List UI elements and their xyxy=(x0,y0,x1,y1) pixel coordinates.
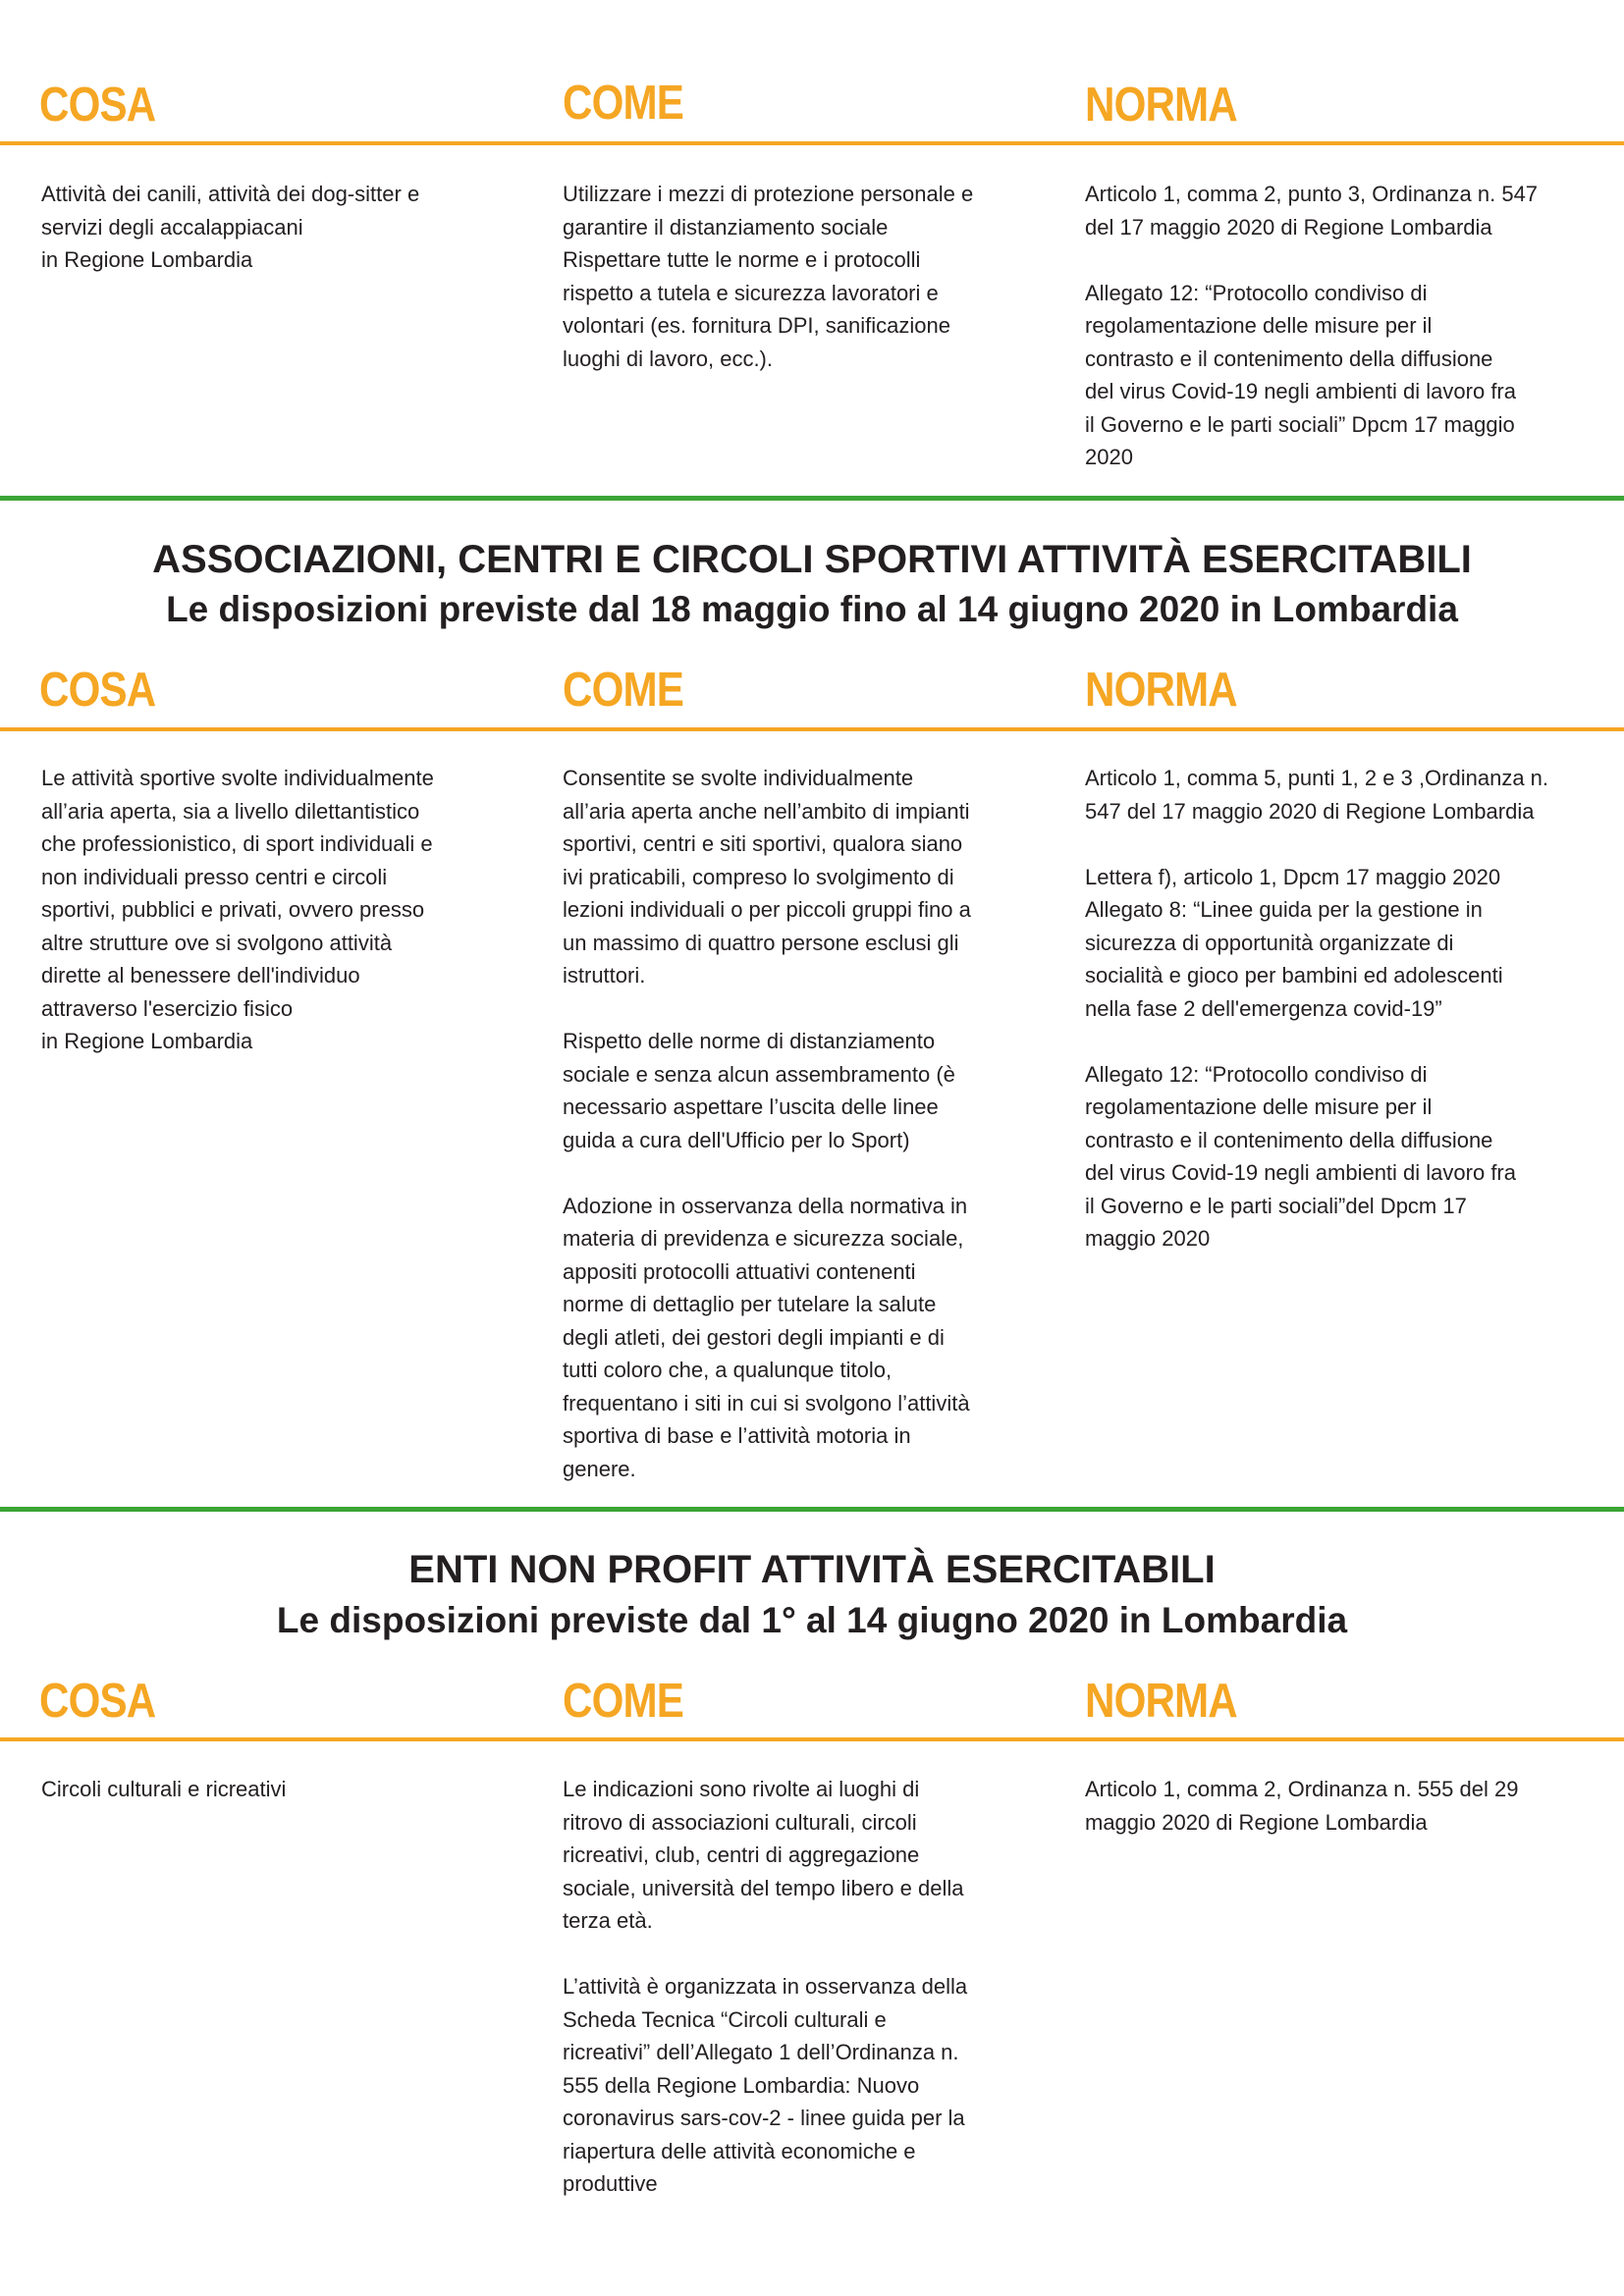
cosa-column xyxy=(41,762,532,1058)
column-header-cosa: COSA xyxy=(39,664,156,717)
column-header-cosa: COSA xyxy=(39,1675,156,1728)
come-text: Rispetto delle norme di distanziamento sociale e senza alcun assembramento (è necessario aspettare l’uscita delle linee guida a cura dell'Ufficio per lo Sport) xyxy=(563,1029,955,1152)
norma-text: Lettera f), articolo 1, Dpcm 17 maggio 2020 Allegato 8: “Linee guida per la gestione in sicurezza di opportunità organizzate di socialità e gioco per bambini ed adolescenti nella fase 2 dell'emergenza covid-19” xyxy=(1085,864,1503,1021)
section-subtitle: Le disposizioni previste dal 18 maggio fino al 14 giugno 2020 in Lombardia xyxy=(166,589,1458,629)
column-header-norma: NORMA xyxy=(1085,79,1237,132)
column-header-come: COME xyxy=(563,77,683,130)
norma-text: Articolo 1, comma 5, punti 1, 2 e 3 ,Ordinanza n. 547 del 17 maggio 2020 di Regione Lombardia xyxy=(1085,766,1549,824)
section-title: ASSOCIAZIONI, CENTRI E CIRCOLI SPORTIVI ATTIVITÀ ESERCITABILI xyxy=(152,538,1472,581)
come-text: L’attività è organizzata in osservanza della Scheda Tecnica “Circoli culturali e ricreativi” dell’Allegato 1 dell’Ordinanza n. 555 della Regione Lombardia: Nuovo coronavirus sars-cov-2 - linee guida per la riapertura delle attività economiche e produttive xyxy=(563,1974,968,2196)
norma-column xyxy=(1085,1773,1596,1839)
section-divider xyxy=(0,1507,1624,1512)
norma-text: Allegato 12: “Protocollo condiviso di regolamentazione delle misure per il contrasto e il contenimento della diffusione del virus Covid-19 negli ambienti di lavoro fra il Governo e le parti sociali” Dpcm 17 maggio 2020 xyxy=(1085,280,1516,469)
come-text: Consentite se svolte individualmente all’aria aperta anche nell’ambito di impianti sportivi, centri e siti sportivi, qualora siano ivi praticabili, compreso lo svolgimento di lezioni individuali o per piccoli gruppi fino a un massimo di quattro persone esclusi gli istruttori. xyxy=(563,766,971,988)
cosa-text: Circoli culturali e ricreativi xyxy=(41,1777,287,1801)
column-header-come: COME xyxy=(563,664,683,717)
column-header-come: COME xyxy=(563,1675,683,1728)
header-divider xyxy=(0,1737,1624,1741)
norma-text: Allegato 12: “Protocollo condiviso di regolamentazione delle misure per il contrasto e il contenimento della diffusione del virus Covid-19 negli ambienti di lavoro fra il Governo e le parti sociali”del Dpcm 17 maggio 2020 xyxy=(1085,1061,1516,1251)
cosa-column xyxy=(41,1773,532,1806)
column-header-norma: NORMA xyxy=(1085,664,1237,717)
section-title: ENTI NON PROFIT ATTIVITÀ ESERCITABILI xyxy=(408,1548,1216,1591)
column-header-cosa: COSA xyxy=(39,79,156,132)
header-divider xyxy=(0,727,1624,731)
cosa-text: Le attività sportive svolte individualmente all’aria aperta, sia a livello dilettantistico che professionistico, di sport individuali e non individuali presso centri e circoli sportivi, pubblici e privati, ovvero presso altre strutture ove si svolgono attività dirette al benessere dell'individuo attraverso l'esercizio fisico in Regione Lombardia xyxy=(41,766,434,1053)
column-header-norma: NORMA xyxy=(1085,1675,1237,1728)
section-divider xyxy=(0,496,1624,501)
come-column xyxy=(563,178,1054,375)
norma-column xyxy=(1085,762,1596,1255)
norma-column xyxy=(1085,178,1596,474)
come-column xyxy=(563,762,1054,1485)
norma-text: Articolo 1, comma 2, Ordinanza n. 555 del 29 maggio 2020 di Regione Lombardia xyxy=(1085,1777,1519,1835)
header-divider xyxy=(0,141,1624,145)
section-subtitle: Le disposizioni previste dal 1° al 14 giugno 2020 in Lombardia xyxy=(276,1600,1348,1640)
come-column xyxy=(563,1773,1054,2201)
cosa-text: Attività dei canili, attività dei dog-sitter e servizi degli accalappiacani in Regione Lombardia xyxy=(41,182,420,272)
come-text: Utilizzare i mezzi di protezione personale e garantire il distanziamento sociale Rispettare tutte le norme e i protocolli rispetto a tutela e sicurezza lavoratori e volontari (es. fornitura DPI, sanificazione luoghi di lavoro, ecc.). xyxy=(563,182,974,371)
come-text: Adozione in osservanza della normativa in materia di previdenza e sicurezza sociale, appositi protocolli attuativi contenenti norme di dettaglio per tutelare la salute degli atleti, dei gestori degli impianti e di tutti coloro che, a qualunque titolo, frequentano i siti in cui si svolgono l’attività sportiva di base e l’attività motoria in genere. xyxy=(563,1193,970,1481)
cosa-column xyxy=(41,178,532,277)
norma-text: Articolo 1, comma 2, punto 3, Ordinanza n. 547 del 17 maggio 2020 di Regione Lombardia xyxy=(1085,182,1539,240)
come-text: Le indicazioni sono rivolte ai luoghi di ritrovo di associazioni culturali, circoli ricreativi, club, centri di aggregazione sociale, università del tempo libero e della terza età. xyxy=(563,1777,964,1933)
